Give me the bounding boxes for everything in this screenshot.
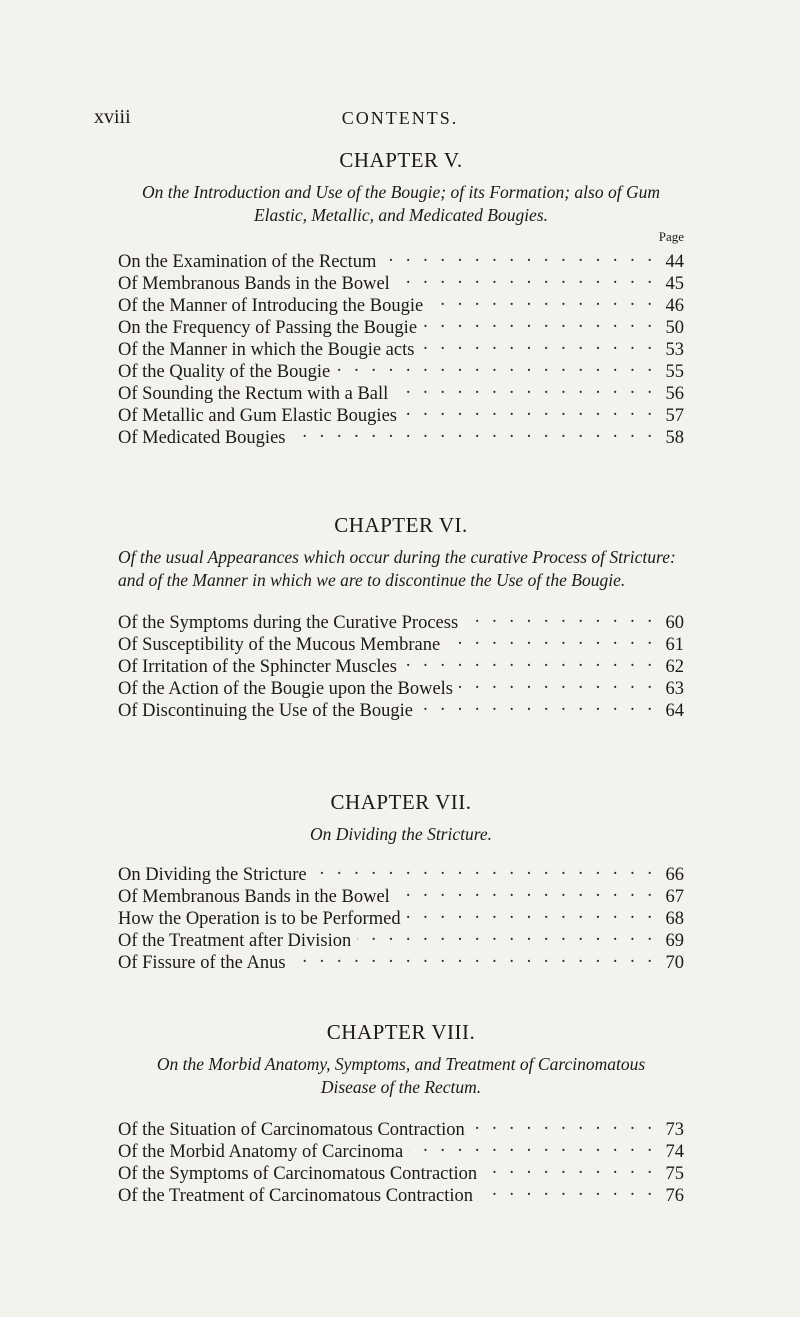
dot-leader bbox=[479, 1179, 656, 1201]
toc-entry-page: 45 bbox=[665, 274, 684, 294]
toc-entry-page: 64 bbox=[665, 701, 684, 721]
toc-entry-title: Of the Manner in which the Bougie acts bbox=[118, 340, 415, 360]
dot-leader bbox=[292, 946, 656, 968]
dot-leader bbox=[459, 672, 656, 694]
toc-entry-title: Of the Treatment of Carcinomatous Contraction bbox=[118, 1186, 474, 1206]
toc-entry-page: 70 bbox=[665, 953, 684, 973]
toc-entry-page: 76 bbox=[665, 1186, 684, 1206]
chapter-v bbox=[118, 148, 684, 448]
toc-entry-page: 62 bbox=[665, 657, 684, 677]
chapter-viii bbox=[118, 1020, 684, 1206]
toc-entry-title: Of Membranous Bands in the Bowel bbox=[118, 274, 390, 294]
dot-leader bbox=[403, 650, 656, 672]
chapter-heading: CHAPTER VIII. bbox=[326, 1020, 476, 1044]
dot-leader bbox=[483, 1157, 656, 1179]
page-number: xviii bbox=[94, 106, 131, 128]
toc-entry-page: 57 bbox=[665, 406, 684, 426]
toc-entry[interactable] bbox=[118, 606, 684, 633]
toc-entry-page: 60 bbox=[665, 613, 684, 633]
toc-entry-title: Of the Symptoms during the Curative Process bbox=[118, 613, 459, 633]
toc-list bbox=[118, 1113, 684, 1206]
dot-leader bbox=[429, 289, 656, 311]
toc-entry-page: 68 bbox=[665, 909, 684, 929]
toc-entry-title: Of Susceptibility of the Mucous Membrane bbox=[118, 635, 441, 655]
dot-leader bbox=[419, 694, 656, 716]
dot-leader bbox=[464, 606, 656, 628]
toc-entry-page: 74 bbox=[665, 1142, 684, 1162]
dot-leader bbox=[403, 399, 656, 421]
running-head bbox=[94, 106, 706, 136]
toc-entry-title: How the Operation is to be Performed bbox=[118, 909, 401, 929]
toc-entry-title: Of Sounding the Rectum with a Ball bbox=[118, 384, 389, 404]
toc-entry-title: Of the Treatment after Division bbox=[118, 931, 352, 951]
toc-entry-page: 75 bbox=[665, 1164, 684, 1184]
toc-entry-page: 50 bbox=[665, 318, 684, 338]
toc-list bbox=[118, 245, 684, 448]
chapter-vi bbox=[118, 513, 684, 721]
toc-entry-page: 66 bbox=[665, 865, 684, 885]
toc-entry-page: 63 bbox=[665, 679, 684, 699]
dot-leader bbox=[336, 355, 656, 377]
toc-entry-title: Of Metallic and Gum Elastic Bougies bbox=[118, 406, 397, 426]
toc-entry-title: Of the Situation of Carcinomatous Contraction bbox=[118, 1120, 465, 1140]
page-title: CONTENTS. bbox=[341, 108, 459, 128]
chapter-heading: CHAPTER VII. bbox=[330, 790, 472, 814]
toc-entry-title: Of the Morbid Anatomy of Carcinoma bbox=[118, 1142, 404, 1162]
toc-entry-page: 58 bbox=[665, 428, 684, 448]
dot-leader bbox=[292, 421, 657, 443]
toc-entry-page: 61 bbox=[665, 635, 684, 655]
toc-entry-page: 67 bbox=[665, 887, 684, 907]
dot-leader bbox=[407, 902, 656, 924]
toc-entry-title: Of Medicated Bougies bbox=[118, 428, 286, 448]
toc-entry-title: On the Frequency of Passing the Bougie bbox=[118, 318, 418, 338]
dot-leader bbox=[394, 377, 656, 399]
dot-leader bbox=[423, 311, 656, 333]
chapter-subtitle: On the Introduction and Use of the Bougie; of its Formation; also of Gum Elastic, Metallic, and Medicated Bougies. bbox=[142, 182, 660, 225]
toc-entry-title: Of the Action of the Bougie upon the Bowels bbox=[118, 679, 454, 699]
dot-leader bbox=[357, 924, 656, 946]
toc-entry-page: 53 bbox=[665, 340, 684, 360]
toc-entry-title: On Dividing the Stricture bbox=[118, 865, 307, 885]
toc-entry-title: Of Fissure of the Anus bbox=[118, 953, 286, 973]
toc-entry-title: Of Irritation of the Sphincter Muscles bbox=[118, 657, 397, 677]
dot-leader bbox=[396, 880, 656, 902]
toc-entry-page: 69 bbox=[665, 931, 684, 951]
toc-entry-page: 44 bbox=[665, 252, 684, 272]
toc-entry-page: 56 bbox=[665, 384, 684, 404]
toc-entry-page: 73 bbox=[665, 1120, 684, 1140]
toc-entry-page: 55 bbox=[665, 362, 684, 382]
chapter-heading: CHAPTER V. bbox=[339, 148, 463, 172]
dot-leader bbox=[396, 267, 656, 289]
toc-entry-title: Of the Manner of Introducing the Bougie bbox=[118, 296, 424, 316]
chapter-subtitle: Of the usual Appearances which occur during the curative Process of Stricture: and of the Manner in which we are to discontinue the Use of the Bougie. bbox=[118, 547, 676, 590]
page-column-label: Page bbox=[658, 229, 684, 244]
toc-entry[interactable] bbox=[118, 1113, 684, 1140]
toc-list bbox=[118, 606, 684, 721]
toc-entry[interactable] bbox=[118, 858, 684, 885]
dot-leader bbox=[446, 628, 656, 650]
chapter-subtitle: On Dividing the Stricture. bbox=[309, 824, 493, 844]
toc-entry-title: Of Discontinuing the Use of the Bougie bbox=[118, 701, 413, 721]
chapter-vii bbox=[118, 790, 684, 973]
toc-list bbox=[118, 858, 684, 973]
dot-leader bbox=[471, 1113, 656, 1135]
toc-entry-title: Of Membranous Bands in the Bowel bbox=[118, 887, 390, 907]
toc-entry-title: Of the Quality of the Bougie bbox=[118, 362, 331, 382]
dot-leader bbox=[409, 1135, 656, 1157]
toc-entry[interactable] bbox=[118, 245, 684, 272]
dot-leader bbox=[313, 858, 656, 880]
toc-entry-title: Of the Symptoms of Carcinomatous Contraction bbox=[118, 1164, 478, 1184]
chapter-subtitle: On the Morbid Anatomy, Symptoms, and Treatment of Carcinomatous Disease of the Rectum. bbox=[156, 1054, 646, 1097]
chapter-heading: CHAPTER VI. bbox=[334, 513, 468, 537]
toc-entry-page: 46 bbox=[665, 296, 684, 316]
dot-leader bbox=[382, 245, 656, 267]
toc-entry-title: On the Examination of the Rectum bbox=[118, 252, 377, 272]
dot-leader bbox=[420, 333, 656, 355]
